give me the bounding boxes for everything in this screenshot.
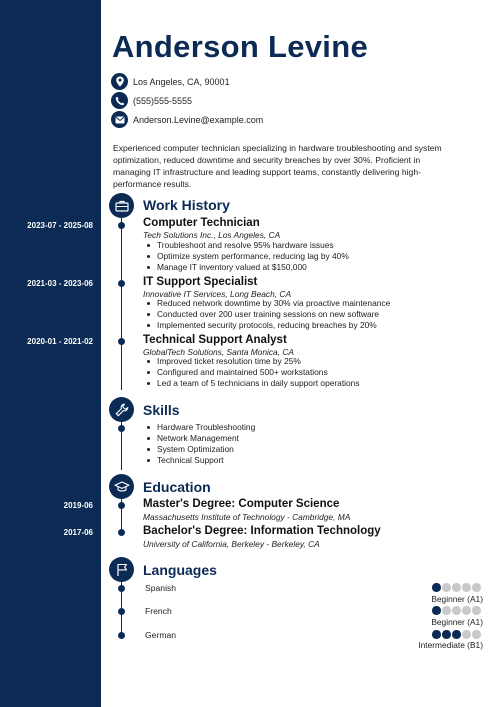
skill-item: Hardware Troubleshooting (147, 422, 255, 433)
timeline-dot (118, 529, 125, 536)
flag-icon (109, 557, 134, 582)
job-dates: 2023-07 - 2025-08 (27, 221, 93, 230)
language-name: Spanish (145, 583, 177, 593)
job-company: Tech Solutions Inc., Los Angeles, CA (143, 230, 281, 240)
skill-item: Network Management (147, 433, 255, 444)
section-title-skills: Skills (143, 402, 180, 418)
rating-dot-empty (472, 606, 481, 615)
job-bullet: Troubleshoot and resolve 95% hardware issues (147, 240, 349, 251)
location-pin-icon (111, 73, 128, 90)
rating-dot-empty (472, 630, 481, 639)
timeline-dot (118, 222, 125, 229)
timeline-dot (118, 338, 125, 345)
job-bullet: Led a team of 5 technicians in daily support operations (147, 378, 360, 389)
timeline-dot (118, 280, 125, 287)
education-date: 2017-06 (63, 528, 93, 537)
skills-list (147, 422, 255, 466)
job-bullets (147, 356, 360, 389)
contact-location (111, 73, 230, 90)
language-level: Beginner (A1) (431, 594, 483, 604)
graduation-cap-icon (109, 474, 134, 499)
rating-dot-empty (472, 583, 481, 592)
rating-dot-filled (432, 606, 441, 615)
rating-dot-empty (462, 630, 471, 639)
rating-dot-empty (452, 583, 461, 592)
rating-dot-empty (462, 583, 471, 592)
degree-title: Master's Degree: Computer Science (143, 498, 340, 510)
rating-dot-filled (442, 630, 451, 639)
language-rating (432, 630, 481, 639)
rating-dot-empty (462, 606, 471, 615)
professional-summary: Experienced computer technician specializing in hardware troubleshooting and system optimization, reduced downtime and security breaches by over 30%. Proficient in managing IT infrastructure and leading support teams, constantly delivering high-performance results. (113, 143, 442, 189)
job-bullet: Configured and maintained 500+ workstations (147, 367, 360, 378)
language-name: French (145, 606, 172, 616)
job-bullets (147, 298, 390, 331)
phone-icon (111, 92, 128, 109)
rating-dot-empty (442, 606, 451, 615)
job-title: Computer Technician (143, 217, 260, 229)
rating-dot-empty (452, 606, 461, 615)
job-dates: 2021-03 - 2023-06 (27, 279, 93, 288)
timeline-dot (118, 632, 125, 639)
job-bullet: Optimize system performance, reducing lag by 40% (147, 251, 349, 262)
language-level: Beginner (A1) (431, 617, 483, 627)
timeline-dot (118, 608, 125, 615)
job-bullet: Conducted over 200 user training sessions on new software (147, 309, 390, 320)
section-title-languages: Languages (143, 562, 217, 578)
job-bullet: Improved ticket resolution time by 25% (147, 356, 360, 367)
job-bullet: Implemented security protocols, reducing breaches by 20% (147, 320, 390, 331)
timeline-dot (118, 502, 125, 509)
job-bullets (147, 240, 349, 273)
timeline-dot (118, 425, 125, 432)
location-text: Los Angeles, CA, 90001 (133, 76, 230, 87)
wrench-icon (109, 397, 134, 422)
envelope-icon (111, 111, 128, 128)
language-rating (432, 583, 481, 592)
job-title: IT Support Specialist (143, 276, 258, 288)
language-name: German (145, 630, 177, 640)
school-name: University of California, Berkeley - Berkeley, CA (143, 539, 320, 549)
school-name: Massachusetts Institute of Technology - Cambridge, MA (143, 512, 351, 522)
job-bullet: Manage IT inventory valued at $150,000 (147, 262, 349, 273)
section-title-work-history: Work History (143, 197, 230, 213)
language-rating (432, 606, 481, 615)
job-bullet: Reduced network downtime by 30% via proactive maintenance (147, 298, 390, 309)
contact-phone (111, 92, 192, 109)
job-title: Technical Support Analyst (143, 334, 287, 346)
language-level: Intermediate (B1) (418, 640, 483, 650)
phone-text: (555)555-5555 (133, 95, 193, 106)
rating-dot-filled (432, 630, 441, 639)
sidebar (0, 0, 101, 707)
job-company: GlobalTech Solutions, Santa Monica, CA (143, 347, 294, 357)
skill-item: Technical Support (147, 455, 255, 466)
candidate-name: Anderson Levine (112, 29, 368, 64)
education-date: 2019-06 (63, 501, 93, 510)
briefcase-icon (109, 193, 134, 218)
section-title-education: Education (143, 479, 211, 495)
rating-dot-empty (442, 583, 451, 592)
rating-dot-filled (452, 630, 461, 639)
job-dates: 2020-01 - 2021-02 (27, 337, 93, 346)
contact-email[interactable] (111, 111, 263, 128)
rating-dot-filled (432, 583, 441, 592)
timeline-dot (118, 585, 125, 592)
skill-item: System Optimization (147, 444, 255, 455)
job-company: Innovative IT Services, Long Beach, CA (143, 289, 292, 299)
degree-title: Bachelor's Degree: Information Technology (143, 525, 381, 537)
email-link[interactable]: Anderson.Levine@example.com (133, 114, 264, 125)
work-timeline (121, 210, 122, 390)
